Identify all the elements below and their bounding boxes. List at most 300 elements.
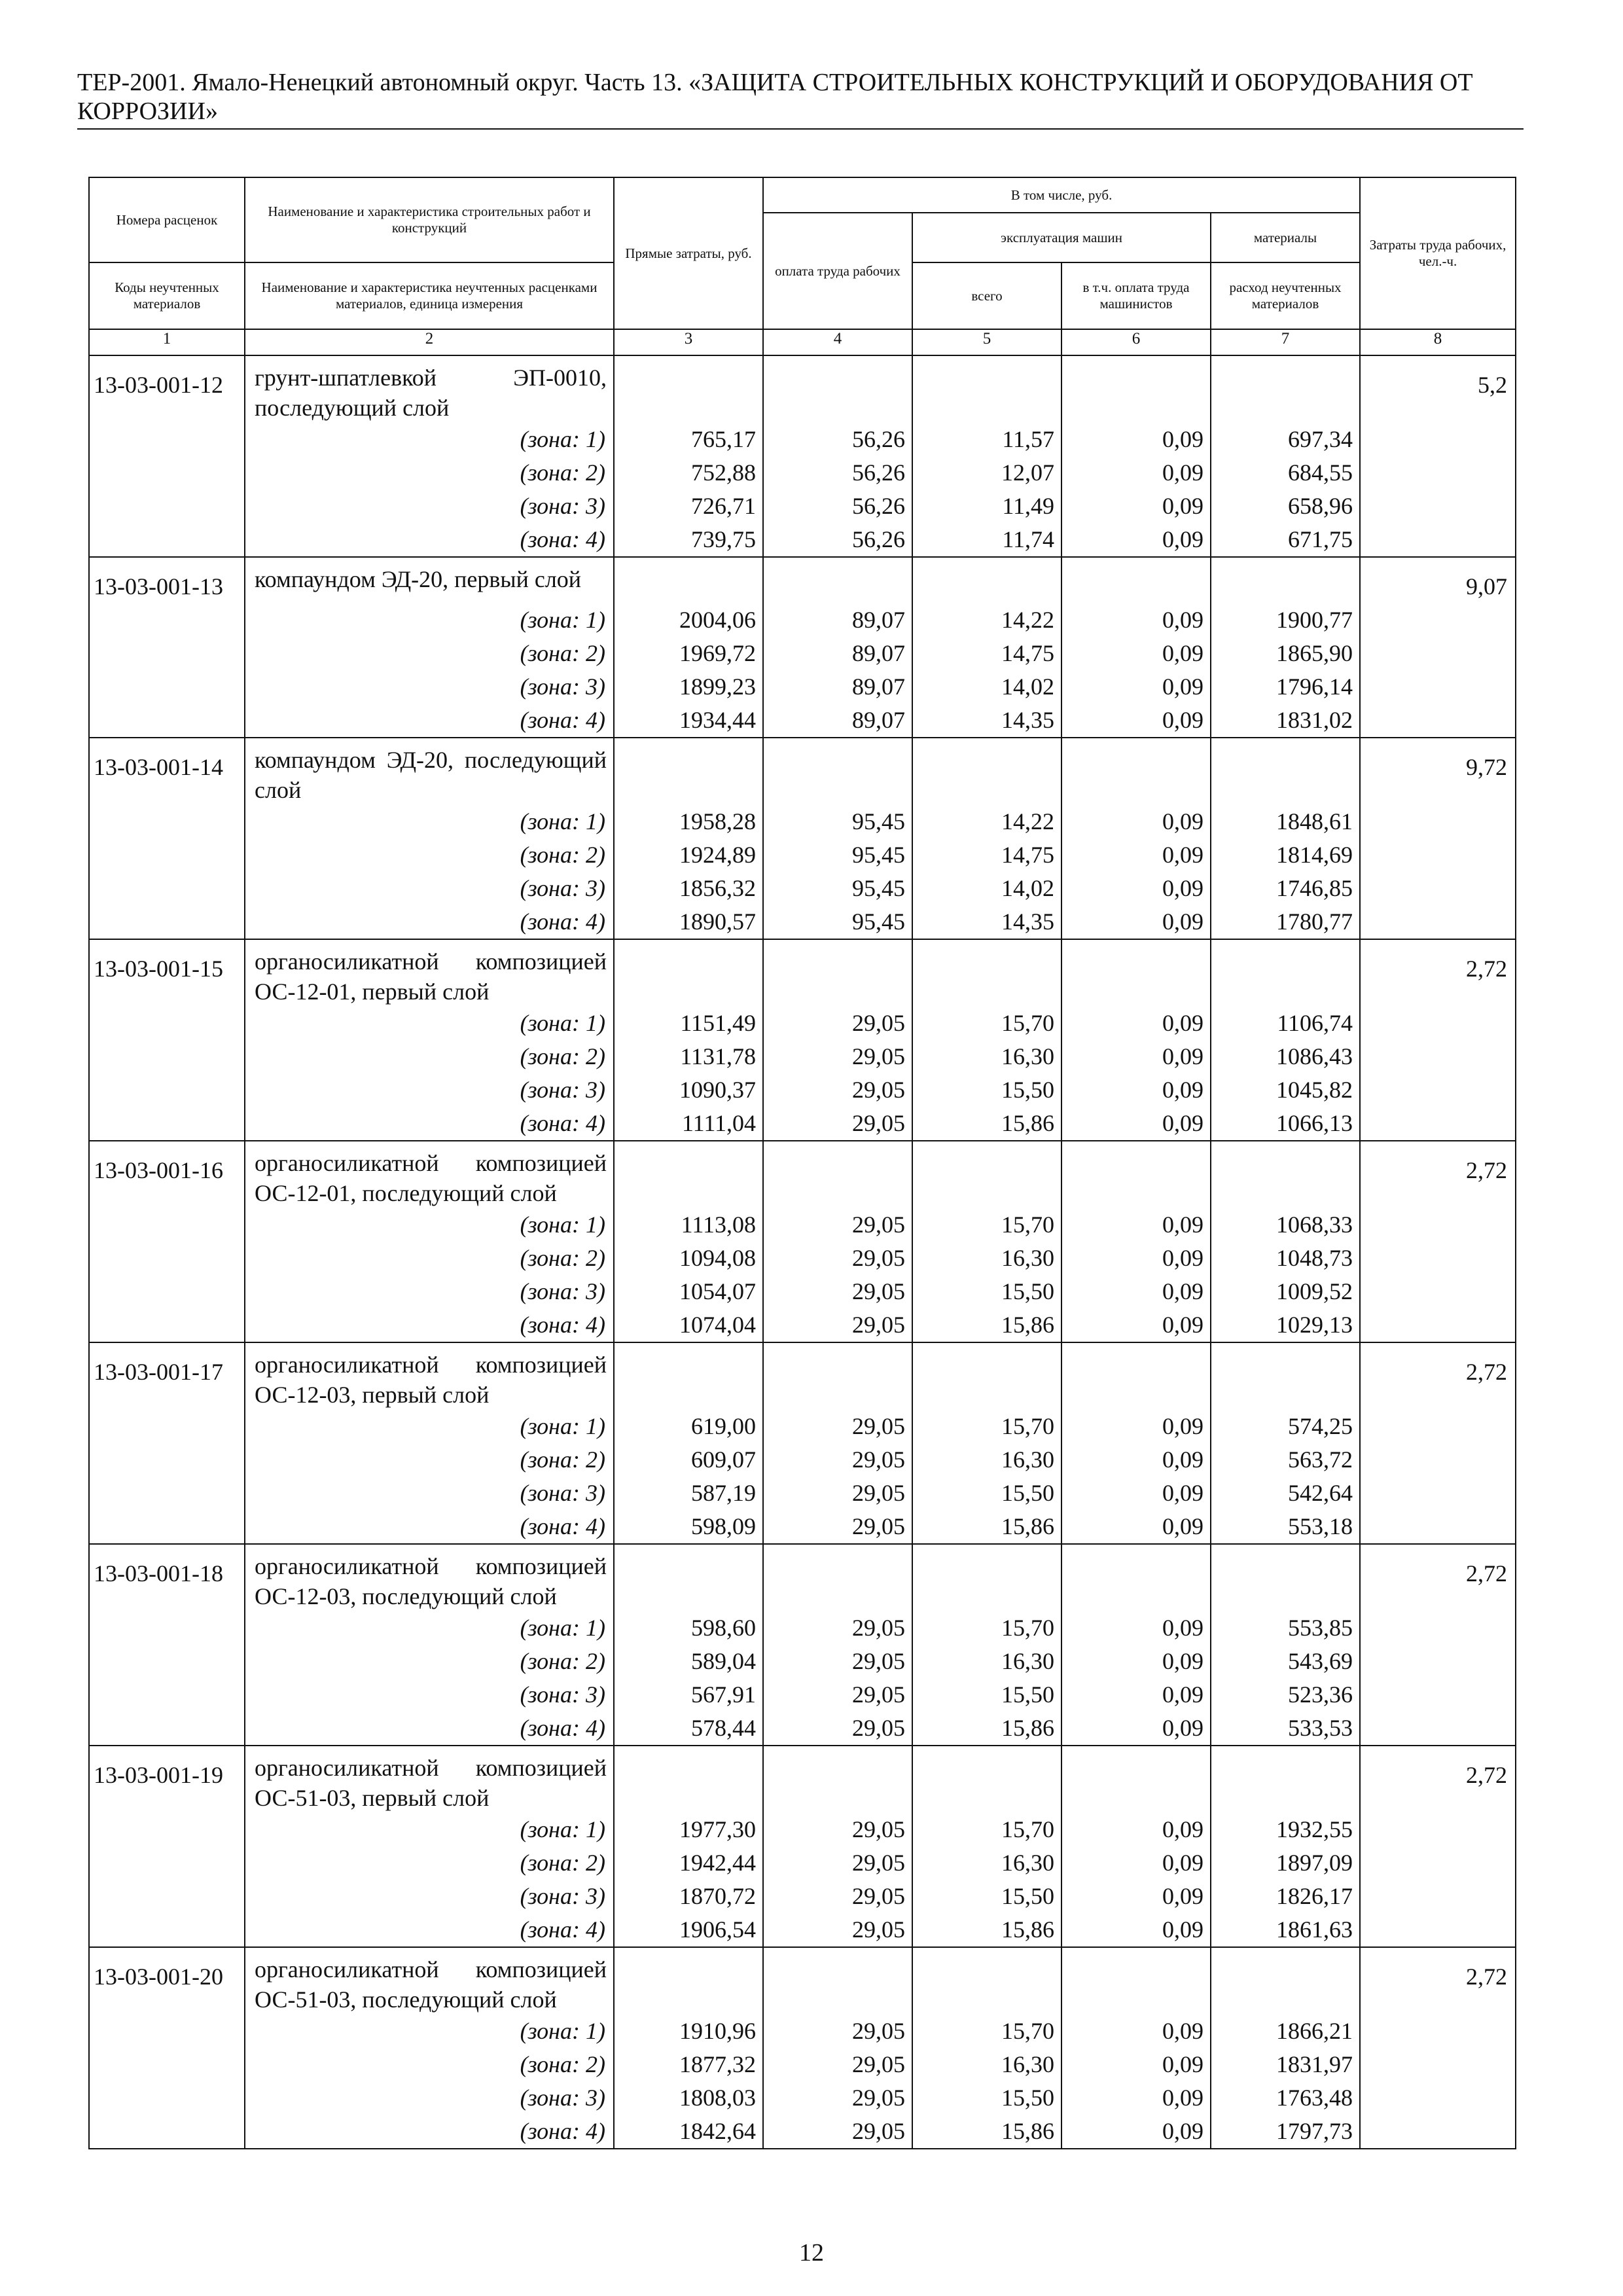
direct-cost-cell: 2004,06 [614, 603, 763, 637]
zone-row [89, 704, 1516, 738]
rate-row [89, 1544, 1516, 1611]
empty-cell [1061, 557, 1211, 603]
labor-cost: 2,72 [1466, 1157, 1508, 1183]
machinist-pay-cell: 0,09 [1061, 1645, 1211, 1678]
machine-ops-cell: 15,50 [912, 1275, 1061, 1308]
rate-row [89, 738, 1516, 805]
rate-code: 13-03-001-13 [94, 573, 223, 600]
machine-ops-cell: 16,30 [912, 1846, 1061, 1880]
empty-cell [1360, 1611, 1516, 1645]
materials-cell: 1861,63 [1211, 1913, 1360, 1947]
zone-row [89, 872, 1516, 905]
machinist-pay-cell: 0,09 [1061, 704, 1211, 738]
empty-cell [912, 355, 1061, 423]
zone-label: (зона: 1) [245, 423, 614, 456]
machine-ops-cell: 15,86 [912, 1712, 1061, 1746]
zone-label: (зона: 3) [245, 1073, 614, 1107]
empty-cell [614, 1141, 763, 1208]
machine-ops-cell: 15,86 [912, 1913, 1061, 1947]
empty-cell [614, 557, 763, 603]
empty-cell [1211, 355, 1360, 423]
empty-cell [763, 1544, 912, 1611]
materials-cell: 1045,82 [1211, 1073, 1360, 1107]
empty-cell [763, 738, 912, 805]
direct-cost-cell: 567,91 [614, 1678, 763, 1712]
zone-row [89, 1107, 1516, 1141]
empty-cell [89, 1913, 245, 1947]
materials-cell: 563,72 [1211, 1443, 1360, 1477]
machinist-pay-cell: 0,09 [1061, 1880, 1211, 1913]
empty-cell [89, 905, 245, 939]
zone-row [89, 805, 1516, 838]
zone-label: (зона: 1) [245, 1611, 614, 1645]
machinist-pay-cell: 0,09 [1061, 1712, 1211, 1746]
worker-pay-cell: 29,05 [763, 1208, 912, 1242]
machine-ops-cell: 15,86 [912, 2115, 1061, 2149]
materials-cell: 1796,14 [1211, 670, 1360, 704]
rate-title-cell [245, 1544, 614, 1611]
machine-ops-cell: 16,30 [912, 1645, 1061, 1678]
zone-row [89, 2081, 1516, 2115]
zone-label: (зона: 4) [245, 2115, 614, 2149]
empty-cell [89, 490, 245, 523]
zone-label: (зона: 1) [245, 2015, 614, 2048]
worker-pay-cell: 29,05 [763, 2048, 912, 2081]
rate-title-cell [245, 1947, 614, 2015]
empty-cell [89, 1275, 245, 1308]
direct-cost-cell: 726,71 [614, 490, 763, 523]
empty-cell [763, 557, 912, 603]
empty-cell [89, 1678, 245, 1712]
worker-pay-cell: 29,05 [763, 1275, 912, 1308]
empty-cell [912, 1947, 1061, 2015]
labor-cost: 5,2 [1478, 372, 1508, 398]
machine-ops-cell: 15,50 [912, 2081, 1061, 2115]
direct-cost-cell: 1958,28 [614, 805, 763, 838]
empty-cell [1061, 1141, 1211, 1208]
worker-pay-cell: 89,07 [763, 603, 912, 637]
rate-row [89, 1342, 1516, 1410]
machine-ops-cell: 16,30 [912, 1242, 1061, 1275]
direct-cost-cell: 1074,04 [614, 1308, 763, 1342]
materials-cell: 1780,77 [1211, 905, 1360, 939]
direct-cost-cell: 1969,72 [614, 637, 763, 670]
empty-cell [912, 738, 1061, 805]
zone-label: (зона: 2) [245, 1645, 614, 1678]
zone-label: (зона: 4) [245, 1913, 614, 1947]
worker-pay-cell: 56,26 [763, 490, 912, 523]
machinist-pay-cell: 0,09 [1061, 1477, 1211, 1510]
direct-cost-cell: 1808,03 [614, 2081, 763, 2115]
machine-ops-cell: 15,70 [912, 1007, 1061, 1040]
direct-cost-cell: 1094,08 [614, 1242, 763, 1275]
rate-row [89, 939, 1516, 1007]
direct-cost-cell: 1090,37 [614, 1073, 763, 1107]
header-machine-ops: эксплуатация машин [912, 213, 1211, 262]
zone-row [89, 2015, 1516, 2048]
labor-cost-cell [1360, 557, 1516, 603]
empty-cell [912, 1342, 1061, 1410]
empty-cell [1360, 1846, 1516, 1880]
zone-row [89, 1645, 1516, 1678]
column-number: 6 [1061, 329, 1211, 355]
zone-label: (зона: 3) [245, 1275, 614, 1308]
empty-cell [1360, 1443, 1516, 1477]
rate-title: органосиликатной композицией ОС-51-03, последующий слой [255, 1956, 607, 2013]
empty-cell [1360, 1275, 1516, 1308]
page-number: 12 [799, 2239, 824, 2267]
header-work-name: Наименование и характеристика строительных работ и конструкций [245, 177, 614, 262]
rate-title: органосиликатной композицией ОС-12-01, последующий слой [255, 1150, 607, 1206]
rate-code-cell [89, 1342, 245, 1410]
machinist-pay-cell: 0,09 [1061, 1275, 1211, 1308]
empty-cell [1360, 2081, 1516, 2115]
empty-cell [89, 2048, 245, 2081]
empty-cell [1360, 1208, 1516, 1242]
empty-cell [912, 1544, 1061, 1611]
worker-pay-cell: 29,05 [763, 2115, 912, 2149]
empty-cell [614, 939, 763, 1007]
rate-code-cell [89, 557, 245, 603]
machine-ops-cell: 15,50 [912, 1477, 1061, 1510]
worker-pay-cell: 95,45 [763, 905, 912, 939]
column-number-row [89, 329, 1516, 355]
machine-ops-cell: 15,50 [912, 1880, 1061, 1913]
materials-cell: 1746,85 [1211, 872, 1360, 905]
worker-pay-cell: 89,07 [763, 704, 912, 738]
labor-cost: 2,72 [1466, 1359, 1508, 1385]
machinist-pay-cell: 0,09 [1061, 423, 1211, 456]
machinist-pay-cell: 0,09 [1061, 2015, 1211, 2048]
empty-cell [763, 939, 912, 1007]
zone-row [89, 1208, 1516, 1242]
zone-label: (зона: 2) [245, 1242, 614, 1275]
zone-row [89, 1712, 1516, 1746]
empty-cell [1061, 1544, 1211, 1611]
empty-cell [1360, 1477, 1516, 1510]
materials-cell: 1066,13 [1211, 1107, 1360, 1141]
empty-cell [1211, 939, 1360, 1007]
direct-cost-cell: 1934,44 [614, 704, 763, 738]
materials-cell: 1086,43 [1211, 1040, 1360, 1073]
header-material-codes: Коды неучтенных материалов [89, 262, 245, 329]
labor-cost: 2,72 [1466, 1964, 1508, 1990]
empty-cell [1360, 905, 1516, 939]
empty-cell [1360, 1678, 1516, 1712]
zone-label: (зона: 1) [245, 603, 614, 637]
direct-cost-cell: 619,00 [614, 1410, 763, 1443]
rate-row [89, 1746, 1516, 1813]
labor-cost-cell [1360, 1947, 1516, 2015]
zone-row [89, 456, 1516, 490]
empty-cell [1360, 423, 1516, 456]
header-machinist-pay: в т.ч. оплата труда машинистов [1061, 262, 1211, 329]
header-rate-numbers: Номера расценок [89, 177, 245, 262]
labor-cost-cell [1360, 738, 1516, 805]
empty-cell [89, 1443, 245, 1477]
zone-row [89, 2048, 1516, 2081]
empty-cell [614, 738, 763, 805]
zone-label: (зона: 4) [245, 1308, 614, 1342]
zone-label: (зона: 2) [245, 2048, 614, 2081]
zone-label: (зона: 4) [245, 704, 614, 738]
zone-row [89, 1007, 1516, 1040]
zone-row [89, 1242, 1516, 1275]
zone-label: (зона: 4) [245, 1712, 614, 1746]
zone-row [89, 637, 1516, 670]
empty-cell [1360, 1107, 1516, 1141]
header-labor-costs: Затраты труда рабочих, чел.-ч. [1360, 177, 1516, 329]
worker-pay-cell: 29,05 [763, 1107, 912, 1141]
worker-pay-cell: 56,26 [763, 456, 912, 490]
materials-cell: 1897,09 [1211, 1846, 1360, 1880]
empty-cell [912, 1746, 1061, 1813]
materials-cell: 684,55 [1211, 456, 1360, 490]
rate-row [89, 355, 1516, 423]
machinist-pay-cell: 0,09 [1061, 1242, 1211, 1275]
zone-row [89, 1410, 1516, 1443]
rate-title: органосиликатной композицией ОС-51-03, первый слой [255, 1755, 607, 1811]
zone-row [89, 1308, 1516, 1342]
machinist-pay-cell: 0,09 [1061, 1678, 1211, 1712]
materials-cell: 553,85 [1211, 1611, 1360, 1645]
empty-cell [1211, 1141, 1360, 1208]
machine-ops-cell: 15,70 [912, 1208, 1061, 1242]
empty-cell [89, 1040, 245, 1073]
materials-cell: 1009,52 [1211, 1275, 1360, 1308]
machine-ops-cell: 14,02 [912, 872, 1061, 905]
machine-ops-cell: 16,30 [912, 1040, 1061, 1073]
empty-cell [89, 2115, 245, 2149]
rates-table [88, 177, 1516, 2149]
materials-cell: 1106,74 [1211, 1007, 1360, 1040]
machine-ops-cell: 11,57 [912, 423, 1061, 456]
direct-cost-cell: 1890,57 [614, 905, 763, 939]
rate-title: компаундом ЭД-20, последующий слой [255, 747, 607, 803]
empty-cell [89, 2015, 245, 2048]
zone-row [89, 1443, 1516, 1477]
labor-cost-cell [1360, 939, 1516, 1007]
machine-ops-cell: 14,22 [912, 805, 1061, 838]
rate-code-cell [89, 939, 245, 1007]
empty-cell [89, 838, 245, 872]
rate-title-cell [245, 355, 614, 423]
direct-cost-cell: 589,04 [614, 1645, 763, 1678]
empty-cell [1360, 1712, 1516, 1746]
empty-cell [1360, 2015, 1516, 2048]
empty-cell [1360, 1410, 1516, 1443]
empty-cell [1360, 637, 1516, 670]
zone-row [89, 1510, 1516, 1544]
worker-pay-cell: 29,05 [763, 1880, 912, 1913]
empty-cell [614, 1746, 763, 1813]
direct-cost-cell: 1899,23 [614, 670, 763, 704]
zone-row [89, 1880, 1516, 1913]
rate-title: органосиликатной композицией ОС-12-03, первый слой [255, 1352, 607, 1408]
empty-cell [89, 1712, 245, 1746]
zone-row [89, 838, 1516, 872]
rate-code: 13-03-001-18 [94, 1560, 223, 1587]
empty-cell [763, 1141, 912, 1208]
machine-ops-cell: 15,70 [912, 2015, 1061, 2048]
empty-cell [1211, 1342, 1360, 1410]
materials-cell: 1068,33 [1211, 1208, 1360, 1242]
zone-label: (зона: 3) [245, 872, 614, 905]
zone-label: (зона: 1) [245, 1813, 614, 1846]
machine-ops-cell: 15,86 [912, 1107, 1061, 1141]
machinist-pay-cell: 0,09 [1061, 637, 1211, 670]
machine-ops-cell: 11,49 [912, 490, 1061, 523]
direct-cost-cell: 1906,54 [614, 1913, 763, 1947]
empty-cell [1360, 838, 1516, 872]
machine-ops-cell: 12,07 [912, 456, 1061, 490]
labor-cost: 2,72 [1466, 956, 1508, 982]
empty-cell [763, 1947, 912, 2015]
worker-pay-cell: 29,05 [763, 1242, 912, 1275]
machine-ops-cell: 15,86 [912, 1510, 1061, 1544]
zone-row [89, 905, 1516, 939]
materials-cell: 1831,02 [1211, 704, 1360, 738]
worker-pay-cell: 29,05 [763, 1645, 912, 1678]
direct-cost-cell: 1151,49 [614, 1007, 763, 1040]
zone-row [89, 2115, 1516, 2149]
worker-pay-cell: 29,05 [763, 1007, 912, 1040]
empty-cell [1061, 738, 1211, 805]
machine-ops-cell: 14,35 [912, 704, 1061, 738]
rate-row [89, 1947, 1516, 2015]
empty-cell [89, 670, 245, 704]
zone-label: (зона: 3) [245, 670, 614, 704]
machinist-pay-cell: 0,09 [1061, 1308, 1211, 1342]
zone-label: (зона: 2) [245, 637, 614, 670]
rate-code: 13-03-001-19 [94, 1762, 223, 1788]
rate-code: 13-03-001-14 [94, 754, 223, 780]
empty-cell [1360, 603, 1516, 637]
empty-cell [1061, 1342, 1211, 1410]
labor-cost-cell [1360, 1544, 1516, 1611]
empty-cell [89, 1208, 245, 1242]
empty-cell [1360, 1007, 1516, 1040]
machinist-pay-cell: 0,09 [1061, 1040, 1211, 1073]
labor-cost: 9,72 [1466, 754, 1508, 780]
materials-cell: 574,25 [1211, 1410, 1360, 1443]
labor-cost-cell [1360, 1141, 1516, 1208]
zone-label: (зона: 2) [245, 838, 614, 872]
worker-pay-cell: 29,05 [763, 1477, 912, 1510]
machinist-pay-cell: 0,09 [1061, 456, 1211, 490]
column-number: 1 [89, 329, 245, 355]
direct-cost-cell: 587,19 [614, 1477, 763, 1510]
header-materials: материалы [1211, 213, 1360, 262]
zone-label: (зона: 4) [245, 1510, 614, 1544]
machinist-pay-cell: 0,09 [1061, 1208, 1211, 1242]
empty-cell [89, 1510, 245, 1544]
header-divider [77, 128, 1524, 130]
materials-cell: 523,36 [1211, 1678, 1360, 1712]
rate-title-cell [245, 939, 614, 1007]
empty-cell [1360, 1813, 1516, 1846]
header-unaccounted-materials: расход неучтенных материалов [1211, 262, 1360, 329]
zone-row [89, 423, 1516, 456]
empty-cell [1360, 523, 1516, 557]
table-header [89, 177, 1516, 355]
zone-row [89, 1813, 1516, 1846]
rate-title-cell [245, 1141, 614, 1208]
direct-cost-cell: 1910,96 [614, 2015, 763, 2048]
zone-row [89, 1846, 1516, 1880]
empty-cell [1061, 1746, 1211, 1813]
zone-row [89, 523, 1516, 557]
machine-ops-cell: 15,86 [912, 1308, 1061, 1342]
empty-cell [89, 805, 245, 838]
rate-code: 13-03-001-15 [94, 956, 223, 982]
empty-cell [1061, 355, 1211, 423]
materials-cell: 533,53 [1211, 1712, 1360, 1746]
empty-cell [1211, 738, 1360, 805]
materials-cell: 658,96 [1211, 490, 1360, 523]
rate-code: 13-03-001-20 [94, 1964, 223, 1990]
direct-cost-cell: 1054,07 [614, 1275, 763, 1308]
machinist-pay-cell: 0,09 [1061, 1813, 1211, 1846]
empty-cell [89, 1611, 245, 1645]
zone-row [89, 670, 1516, 704]
machine-ops-cell: 11,74 [912, 523, 1061, 557]
labor-cost: 2,72 [1466, 1560, 1508, 1587]
empty-cell [1360, 1913, 1516, 1947]
worker-pay-cell: 29,05 [763, 1510, 912, 1544]
worker-pay-cell: 29,05 [763, 1611, 912, 1645]
empty-cell [1211, 557, 1360, 603]
worker-pay-cell: 29,05 [763, 2015, 912, 2048]
column-number: 5 [912, 329, 1061, 355]
worker-pay-cell: 29,05 [763, 1073, 912, 1107]
machinist-pay-cell: 0,09 [1061, 2081, 1211, 2115]
zone-label: (зона: 1) [245, 805, 614, 838]
empty-cell [89, 704, 245, 738]
materials-cell: 543,69 [1211, 1645, 1360, 1678]
worker-pay-cell: 29,05 [763, 1678, 912, 1712]
materials-cell: 1900,77 [1211, 603, 1360, 637]
direct-cost-cell: 739,75 [614, 523, 763, 557]
empty-cell [614, 1544, 763, 1611]
direct-cost-cell: 1870,72 [614, 1880, 763, 1913]
materials-cell: 1826,17 [1211, 1880, 1360, 1913]
materials-cell: 1932,55 [1211, 1813, 1360, 1846]
direct-cost-cell: 578,44 [614, 1712, 763, 1746]
empty-cell [1360, 1040, 1516, 1073]
machinist-pay-cell: 0,09 [1061, 1007, 1211, 1040]
empty-cell [89, 1073, 245, 1107]
direct-cost-cell: 609,07 [614, 1443, 763, 1477]
machinist-pay-cell: 0,09 [1061, 1913, 1211, 1947]
direct-cost-cell: 1842,64 [614, 2115, 763, 2149]
empty-cell [1360, 2115, 1516, 2149]
column-number: 7 [1211, 329, 1360, 355]
machinist-pay-cell: 0,09 [1061, 523, 1211, 557]
empty-cell [1360, 1073, 1516, 1107]
direct-cost-cell: 1877,32 [614, 2048, 763, 2081]
zone-row [89, 1073, 1516, 1107]
empty-cell [1360, 1242, 1516, 1275]
rate-title-cell [245, 557, 614, 603]
machinist-pay-cell: 0,09 [1061, 603, 1211, 637]
rate-code: 13-03-001-17 [94, 1359, 223, 1385]
empty-cell [89, 1846, 245, 1880]
header-worker-pay: оплата труда рабочих [763, 213, 912, 329]
direct-cost-cell: 752,88 [614, 456, 763, 490]
machinist-pay-cell: 0,09 [1061, 1846, 1211, 1880]
machine-ops-cell: 15,70 [912, 1410, 1061, 1443]
